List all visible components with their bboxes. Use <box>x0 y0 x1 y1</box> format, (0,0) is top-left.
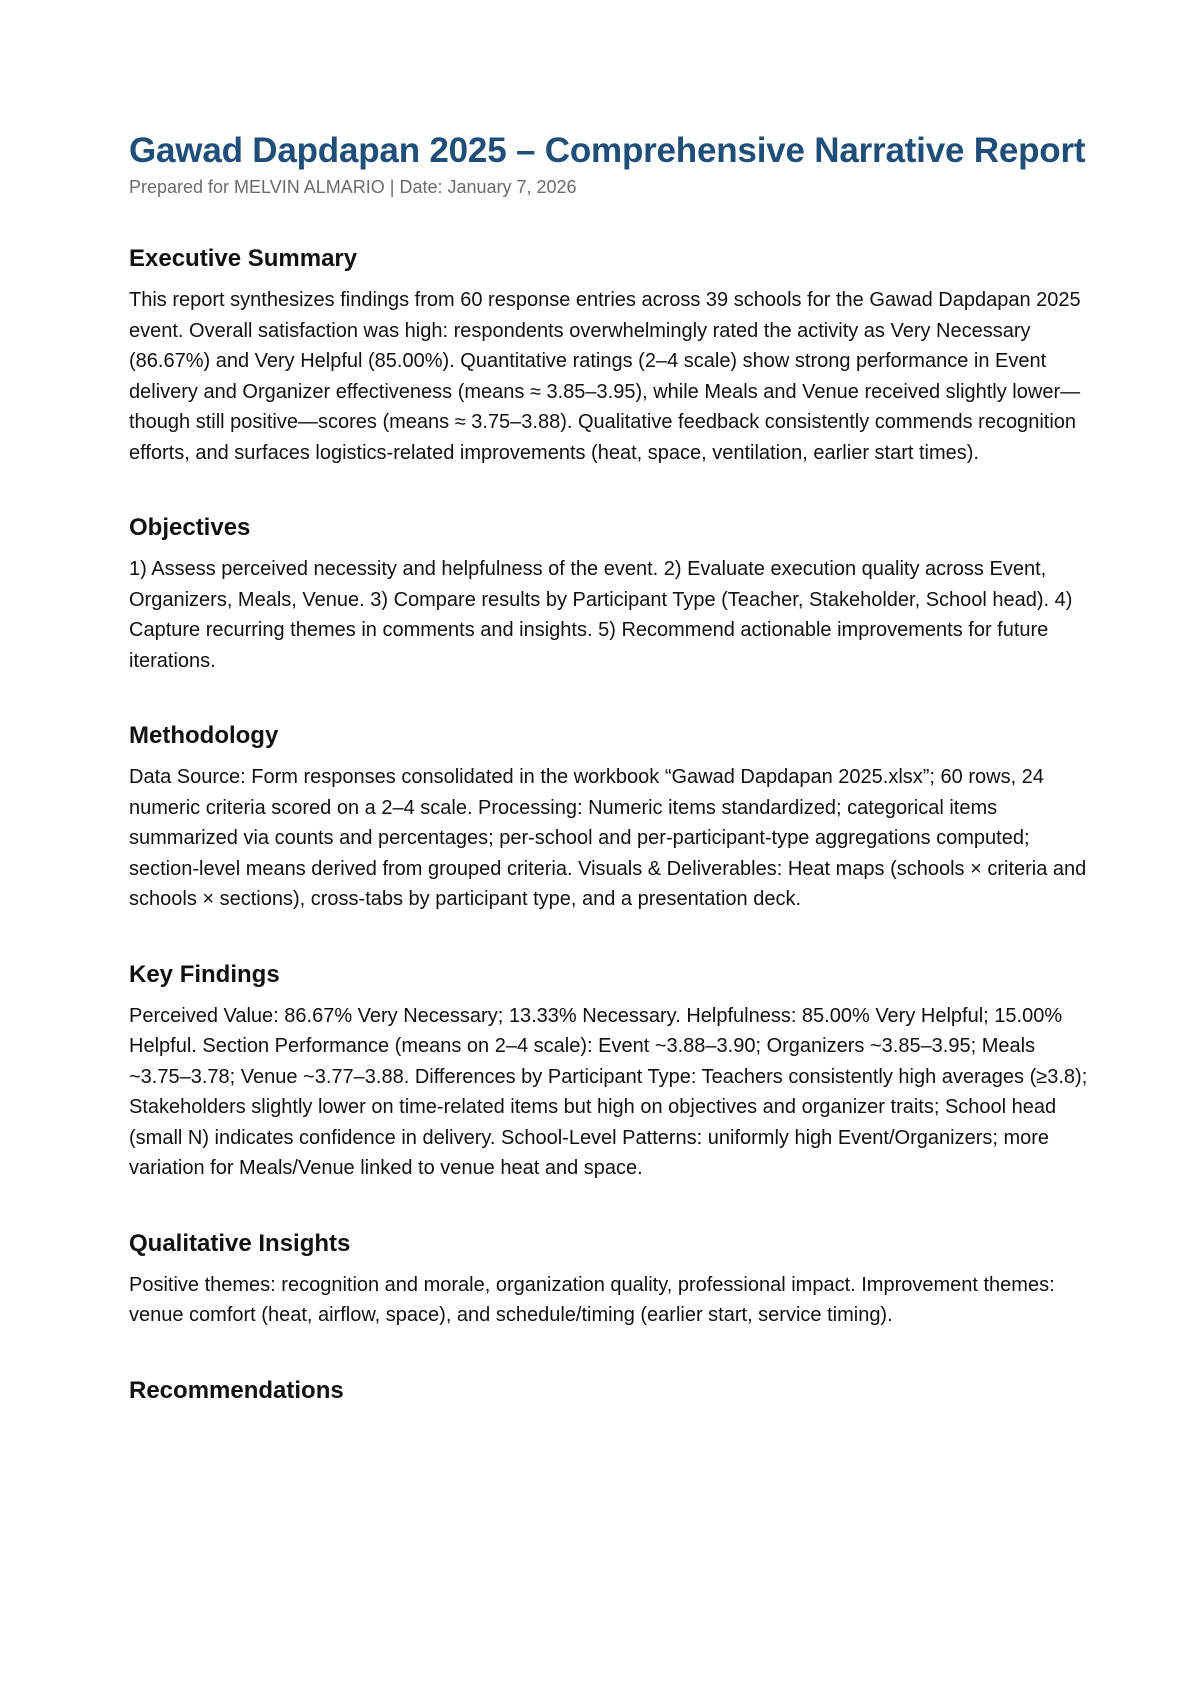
section-body: This report synthesizes findings from 60 response entries across 39 schools for the Gawad Dapdapan 2025 event. Overall satisfaction was high: respondents overwhelmingly rated the activity as Very Necessary (86.67%) and Very Helpful (85.00%). Quantitative ratings (2–4 scale) show strong performance in Event delivery and Organizer effectiveness (means ≈ 3.85–3.95), while Meals and Venue received slightly lower—though still positive—scores (means ≈ 3.75–3.88). Qualitative feedback consistently commends recognition efforts, and surfaces logistics-related improvements (heat, space, ventilation, earlier start times). <box>129 289 1081 464</box>
report-page <box>129 128 1089 1417</box>
section-heading: Key Findings <box>129 960 280 988</box>
section-heading: Recommendations <box>129 1376 344 1404</box>
section-body: Perceived Value: 86.67% Very Necessary; 13.33% Necessary. Helpfulness: 85.00% Very Helpful; 15.00% Helpful. Section Performance (means on 2–4 scale): Event ~3.88–3.90; Organizers ~3.85–3.95; Meals ~3.75–3.78; Venue ~3.77–3.88. Differences by Participant Type: Teachers consistently high averages (≥3.8); Stakeholders slightly lower on time-related items but high on objectives and organizer traits; School head (small N) indicates confidence in delivery. School-Level Patterns: uniformly high Event/Organizers; more variation for Meals/Venue linked to venue heat and space. <box>129 1004 1088 1179</box>
section-qualitative-insights <box>129 1228 1089 1331</box>
report-subtitle: Prepared for MELVIN ALMARIO | Date: January 7, 2026 <box>129 177 577 197</box>
section-heading: Qualitative Insights <box>129 1229 351 1257</box>
section-body: Positive themes: recognition and morale, organization quality, professional impact. Improvement themes: venue comfort (heat, airflow, space), and schedule/timing (earlier start, service timing). <box>129 1273 1055 1326</box>
section-methodology <box>129 720 1089 915</box>
section-body: 1) Assess perceived necessity and helpfulness of the event. 2) Evaluate execution quality across Event, Organizers, Meals, Venue. 3) Compare results by Participant Type (Teacher, Stakeholder, School head). 4) Capture recurring themes in comments and insights. 5) Recommend actionable improvements for future iterations. <box>129 558 1073 672</box>
section-recommendations <box>129 1375 1089 1407</box>
section-objectives <box>129 512 1089 676</box>
section-heading: Objectives <box>129 514 251 541</box>
section-heading: Methodology <box>129 722 279 749</box>
section-executive-summary <box>129 243 1089 468</box>
section-key-findings <box>129 959 1089 1184</box>
section-heading: Executive Summary <box>129 245 358 272</box>
report-title: Gawad Dapdapan 2025 – Comprehensive Narrative Report <box>129 131 1086 170</box>
section-body: Data Source: Form responses consolidated in the workbook “Gawad Dapdapan 2025.xlsx”; 60 rows, 24 numeric criteria scored on a 2–4 scale. Processing: Numeric items standardized; categorical items summarized via counts and percentages; per-school and per-participant-type aggregations computed; section-level means derived from grouped criteria. Visuals & Deliverables: Heat maps (schools × criteria and schools × sections), cross-tabs by participant type, and a presentation deck. <box>129 766 1087 910</box>
